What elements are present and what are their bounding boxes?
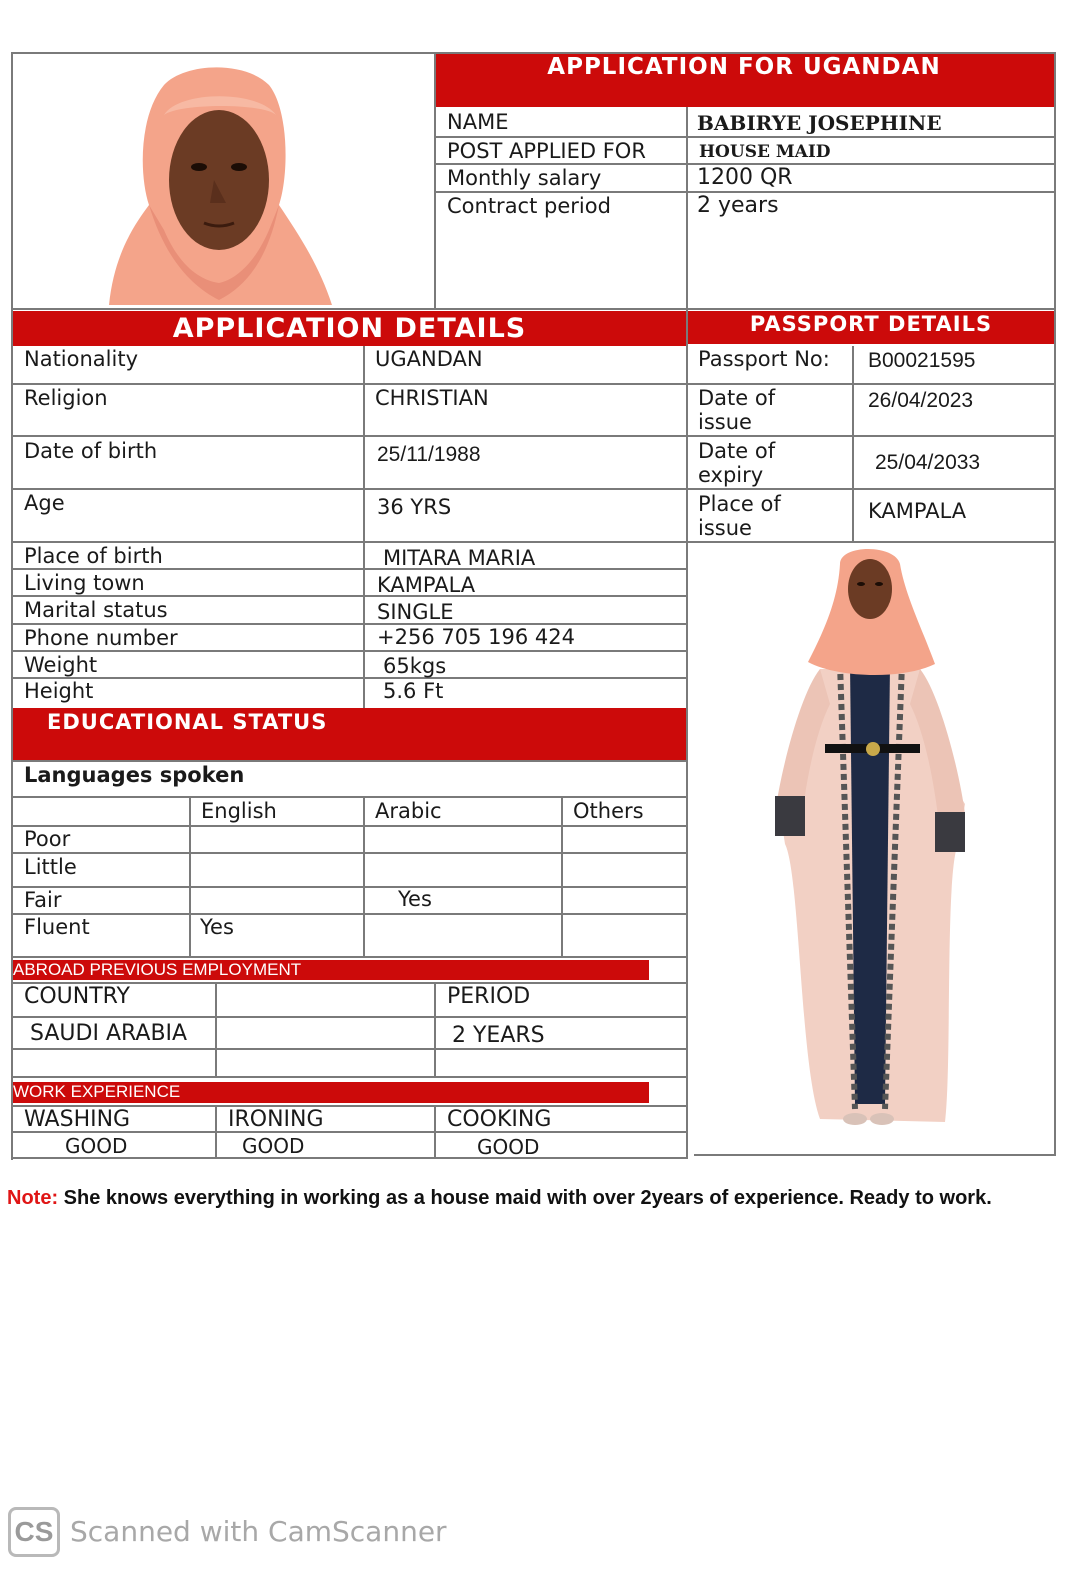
passport-number-label: Passport No:: [698, 347, 830, 371]
passport-number-value: B00021595: [868, 349, 976, 372]
divider: [363, 798, 365, 956]
skill-ironing: IRONING: [228, 1107, 324, 1132]
others-column-header: Others: [573, 799, 644, 823]
issue-place-value: KAMPALA: [868, 499, 967, 523]
divider: [11, 595, 686, 597]
divider: [11, 1016, 686, 1018]
divider: [694, 1154, 1056, 1156]
divider: [11, 852, 686, 854]
divider: [434, 982, 436, 1076]
divider: [11, 308, 1056, 310]
phone-label: Phone number: [24, 626, 178, 650]
salary-label: Monthly salary: [447, 166, 602, 190]
divider: [11, 956, 686, 958]
weight-label: Weight: [24, 653, 98, 677]
divider: [363, 346, 365, 761]
post-value: HOUSE MAID: [699, 142, 831, 162]
note-text: She knows everything in working as a house maid with over 2years of experience. Ready to work.: [63, 1187, 992, 1209]
living-town-value: KAMPALA: [377, 573, 476, 597]
divider: [215, 982, 217, 1076]
divider: [11, 488, 1056, 490]
headshot-photo: [14, 55, 432, 308]
work-experience-title: WORK EXPERIENCE: [13, 1082, 181, 1101]
period-value: 2 YEARS: [452, 1023, 545, 1048]
fluent-english-value: Yes: [200, 915, 234, 939]
note-label: Note:: [7, 1187, 59, 1209]
application-details-title: APPLICATION DETAILS: [172, 313, 527, 344]
level-fair: Fair: [24, 888, 62, 912]
nationality-label: Nationality: [24, 347, 139, 371]
divider: [11, 760, 686, 762]
divider: [434, 54, 436, 310]
marital-status-value: SINGLE: [377, 600, 454, 624]
divider: [11, 650, 686, 652]
expiry-date-label: Date of expiry: [698, 439, 776, 487]
divider: [11, 568, 686, 570]
country-value: SAUDI ARABIA: [30, 1021, 188, 1046]
age-value: 36 YRS: [377, 495, 452, 519]
languages-spoken-label: Languages spoken: [24, 763, 245, 787]
skill-cooking-level: GOOD: [477, 1135, 540, 1159]
divider: [11, 435, 1056, 437]
divider: [11, 383, 1056, 385]
age-label: Age: [24, 491, 65, 515]
divider: [852, 346, 854, 542]
divider: [434, 136, 1054, 138]
skill-washing-level: GOOD: [65, 1134, 128, 1158]
camscanner-watermark-text: Scanned with CamScanner: [70, 1515, 447, 1548]
phone-value: +256 705 196 424: [377, 625, 575, 649]
divider: [11, 886, 686, 888]
period-label: PERIOD: [447, 984, 531, 1009]
divider: [11, 913, 686, 915]
fair-arabic-value: Yes: [398, 887, 432, 911]
employment-title: ABROAD PREVIOUS EMPLOYMENT: [13, 960, 302, 979]
english-column-header: English: [201, 799, 277, 823]
religion-value: CHRISTIAN: [375, 386, 489, 410]
left-border: [11, 52, 13, 1160]
educational-status-title: EDUCATIONAL STATUS: [47, 710, 328, 734]
contract-label: Contract period: [447, 194, 611, 218]
divider: [561, 798, 563, 956]
post-label: POST APPLIED FOR: [447, 139, 646, 163]
camscanner-logo-text: CS: [14, 1516, 54, 1547]
name-label: NAME: [447, 110, 509, 134]
divider: [11, 1048, 686, 1050]
marital-status-label: Marital status: [24, 598, 168, 622]
issue-date-value: 26/04/2023: [868, 389, 974, 412]
divider: [215, 1105, 217, 1157]
dob-label: Date of birth: [24, 439, 158, 463]
right-border: [1054, 52, 1056, 1156]
salary-value: 1200 QR: [697, 165, 793, 190]
dob-value: 25/11/1988: [377, 443, 481, 466]
camscanner-logo-icon: [8, 1507, 60, 1557]
contract-value: 2 years: [697, 193, 779, 218]
application-title: APPLICATION FOR UGANDAN: [547, 54, 941, 80]
arabic-column-header: Arabic: [375, 799, 442, 823]
divider: [11, 623, 686, 625]
divider: [189, 798, 191, 956]
divider: [686, 107, 688, 1157]
divider: [11, 541, 1056, 543]
name-value: BABIRYE JOSEPHINE: [697, 111, 942, 135]
divider: [11, 1076, 686, 1078]
weight-value: 65kgs: [383, 654, 447, 678]
living-town-label: Living town: [24, 571, 145, 595]
passport-details-title: PASSPORT DETAILS: [749, 312, 993, 336]
place-of-birth-value: MITARA MARIA: [383, 546, 536, 570]
level-little: Little: [24, 855, 77, 879]
divider: [11, 825, 686, 827]
level-fluent: Fluent: [24, 915, 90, 939]
issue-date-label: Date of issue: [698, 386, 776, 434]
divider: [11, 677, 686, 679]
place-of-birth-label: Place of birth: [24, 544, 163, 568]
expiry-date-value: 25/04/2033: [875, 451, 981, 474]
religion-label: Religion: [24, 386, 108, 410]
skill-cooking: COOKING: [447, 1107, 552, 1132]
divider: [434, 1105, 436, 1157]
country-label: COUNTRY: [24, 984, 130, 1009]
divider: [11, 796, 686, 798]
note: [7, 1186, 1073, 1210]
height-label: Height: [24, 679, 94, 703]
skill-washing: WASHING: [24, 1107, 131, 1132]
nationality-value: UGANDAN: [375, 347, 483, 371]
full-body-photo: [690, 544, 1052, 1154]
skill-ironing-level: GOOD: [242, 1134, 305, 1158]
issue-place-label: Place of issue: [698, 492, 781, 540]
height-value: 5.6 Ft: [383, 679, 444, 703]
level-poor: Poor: [24, 827, 71, 851]
